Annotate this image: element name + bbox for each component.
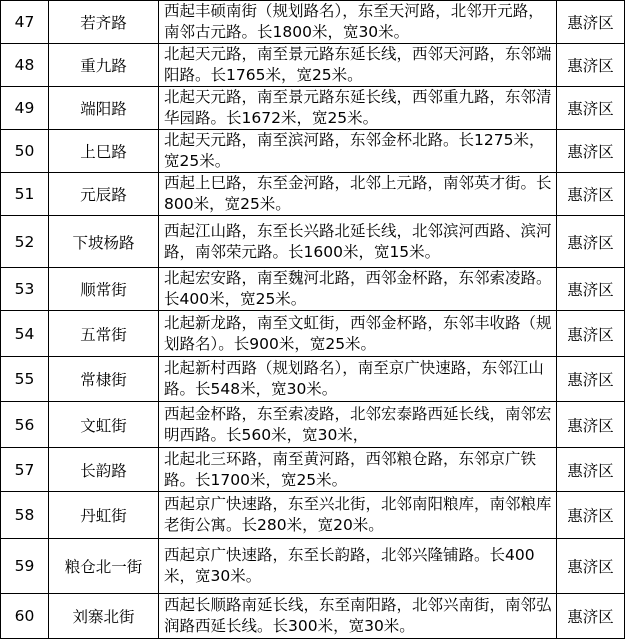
table-row xyxy=(1,1,625,44)
road-name: 长韵路 xyxy=(49,448,159,492)
road-name: 常棣街 xyxy=(49,357,159,402)
table-body xyxy=(1,1,625,639)
table-row xyxy=(1,130,625,173)
road-name: 文虹街 xyxy=(49,402,159,448)
road-description: 西起丰硕南街（规划路名），东至天河路，北邻开元路，南邻古元路。长1800米，宽30米。 xyxy=(159,1,557,44)
district-name: 惠济区 xyxy=(557,44,625,87)
row-number: 48 xyxy=(1,44,49,87)
row-number: 52 xyxy=(1,216,49,268)
row-number: 58 xyxy=(1,492,49,539)
table-row xyxy=(1,539,625,594)
table-row xyxy=(1,402,625,448)
table-row xyxy=(1,173,625,216)
district-name: 惠济区 xyxy=(557,402,625,448)
road-description: 北起天元路，南至滨河路，东邻金杯北路。长1275米，宽25米。 xyxy=(159,130,557,173)
row-number: 60 xyxy=(1,594,49,639)
row-number: 50 xyxy=(1,130,49,173)
district-name: 惠济区 xyxy=(557,539,625,594)
road-description: 西起京广快速路，东至长韵路，北邻兴隆铺路。长400米，宽30米。 xyxy=(159,539,557,594)
table-row xyxy=(1,268,625,311)
road-description: 西起长顺路南延长线，东至南阳路，北邻兴南街，南邻弘润路西延长线。长300米，宽30米。 xyxy=(159,594,557,639)
district-name: 惠济区 xyxy=(557,173,625,216)
district-name: 惠济区 xyxy=(557,448,625,492)
road-description: 北起新龙路，南至文虹街，西邻金杯路，东邻丰收路（规划路名）。长900米，宽25米。 xyxy=(159,311,557,357)
table-row xyxy=(1,87,625,130)
road-name: 元辰路 xyxy=(49,173,159,216)
road-description: 西起江山路，东至长兴路北延长线，北邻滨河西路、滨河路，南邻荣元路。长1600米，宽15米。 xyxy=(159,216,557,268)
table-row xyxy=(1,594,625,639)
table-row xyxy=(1,44,625,87)
road-name: 丹虹街 xyxy=(49,492,159,539)
table-row xyxy=(1,448,625,492)
road-name: 下坡杨路 xyxy=(49,216,159,268)
row-number: 57 xyxy=(1,448,49,492)
row-number: 54 xyxy=(1,311,49,357)
row-number: 47 xyxy=(1,1,49,44)
road-name: 顺常街 xyxy=(49,268,159,311)
district-name: 惠济区 xyxy=(557,216,625,268)
table-row xyxy=(1,492,625,539)
road-description: 北起天元路，南至景元路东延长线，西邻重九路，东邻清华园路。长1672米，宽25米。 xyxy=(159,87,557,130)
row-number: 59 xyxy=(1,539,49,594)
district-name: 惠济区 xyxy=(557,492,625,539)
district-name: 惠济区 xyxy=(557,357,625,402)
road-name: 五常街 xyxy=(49,311,159,357)
district-name: 惠济区 xyxy=(557,311,625,357)
district-name: 惠济区 xyxy=(557,1,625,44)
road-description: 北起天元路，南至景元路东延长线，西邻天河路，东邻端阳路。长1765米，宽25米。 xyxy=(159,44,557,87)
district-name: 惠济区 xyxy=(557,594,625,639)
road-description: 西起京广快速路，东至兴北街，北邻南阳粮库，南邻粮库老街公寓。长280米，宽20米。 xyxy=(159,492,557,539)
table-row xyxy=(1,311,625,357)
road-description: 西起金杯路，东至索凌路，北邻宏泰路西延长线，南邻宏明西路。长560米，宽30米， xyxy=(159,402,557,448)
district-name: 惠济区 xyxy=(557,87,625,130)
district-name: 惠济区 xyxy=(557,130,625,173)
district-name: 惠济区 xyxy=(557,268,625,311)
row-number: 49 xyxy=(1,87,49,130)
row-number: 53 xyxy=(1,268,49,311)
road-name: 若齐路 xyxy=(49,1,159,44)
road-name: 上巳路 xyxy=(49,130,159,173)
road-description: 北起北三环路，南至黄河路，西邻粮仓路，东邻京广铁路。长1700米，宽25米。 xyxy=(159,448,557,492)
road-name: 刘寨北街 xyxy=(49,594,159,639)
road-name: 端阳路 xyxy=(49,87,159,130)
road-description: 西起上巳路，东至金河路，北邻上元路，南邻英才街。长800米，宽25米。 xyxy=(159,173,557,216)
road-name: 重九路 xyxy=(49,44,159,87)
row-number: 56 xyxy=(1,402,49,448)
road-name: 粮仓北一街 xyxy=(49,539,159,594)
row-number: 51 xyxy=(1,173,49,216)
road-description: 北起新村西路（规划路名），南至京广快速路，东邻江山路。长548米，宽30米。 xyxy=(159,357,557,402)
road-description: 北起宏安路，南至魏河北路，西邻金杯路，东邻索凌路。长400米，宽25米。 xyxy=(159,268,557,311)
table-row xyxy=(1,216,625,268)
table-row xyxy=(1,357,625,402)
row-number: 55 xyxy=(1,357,49,402)
